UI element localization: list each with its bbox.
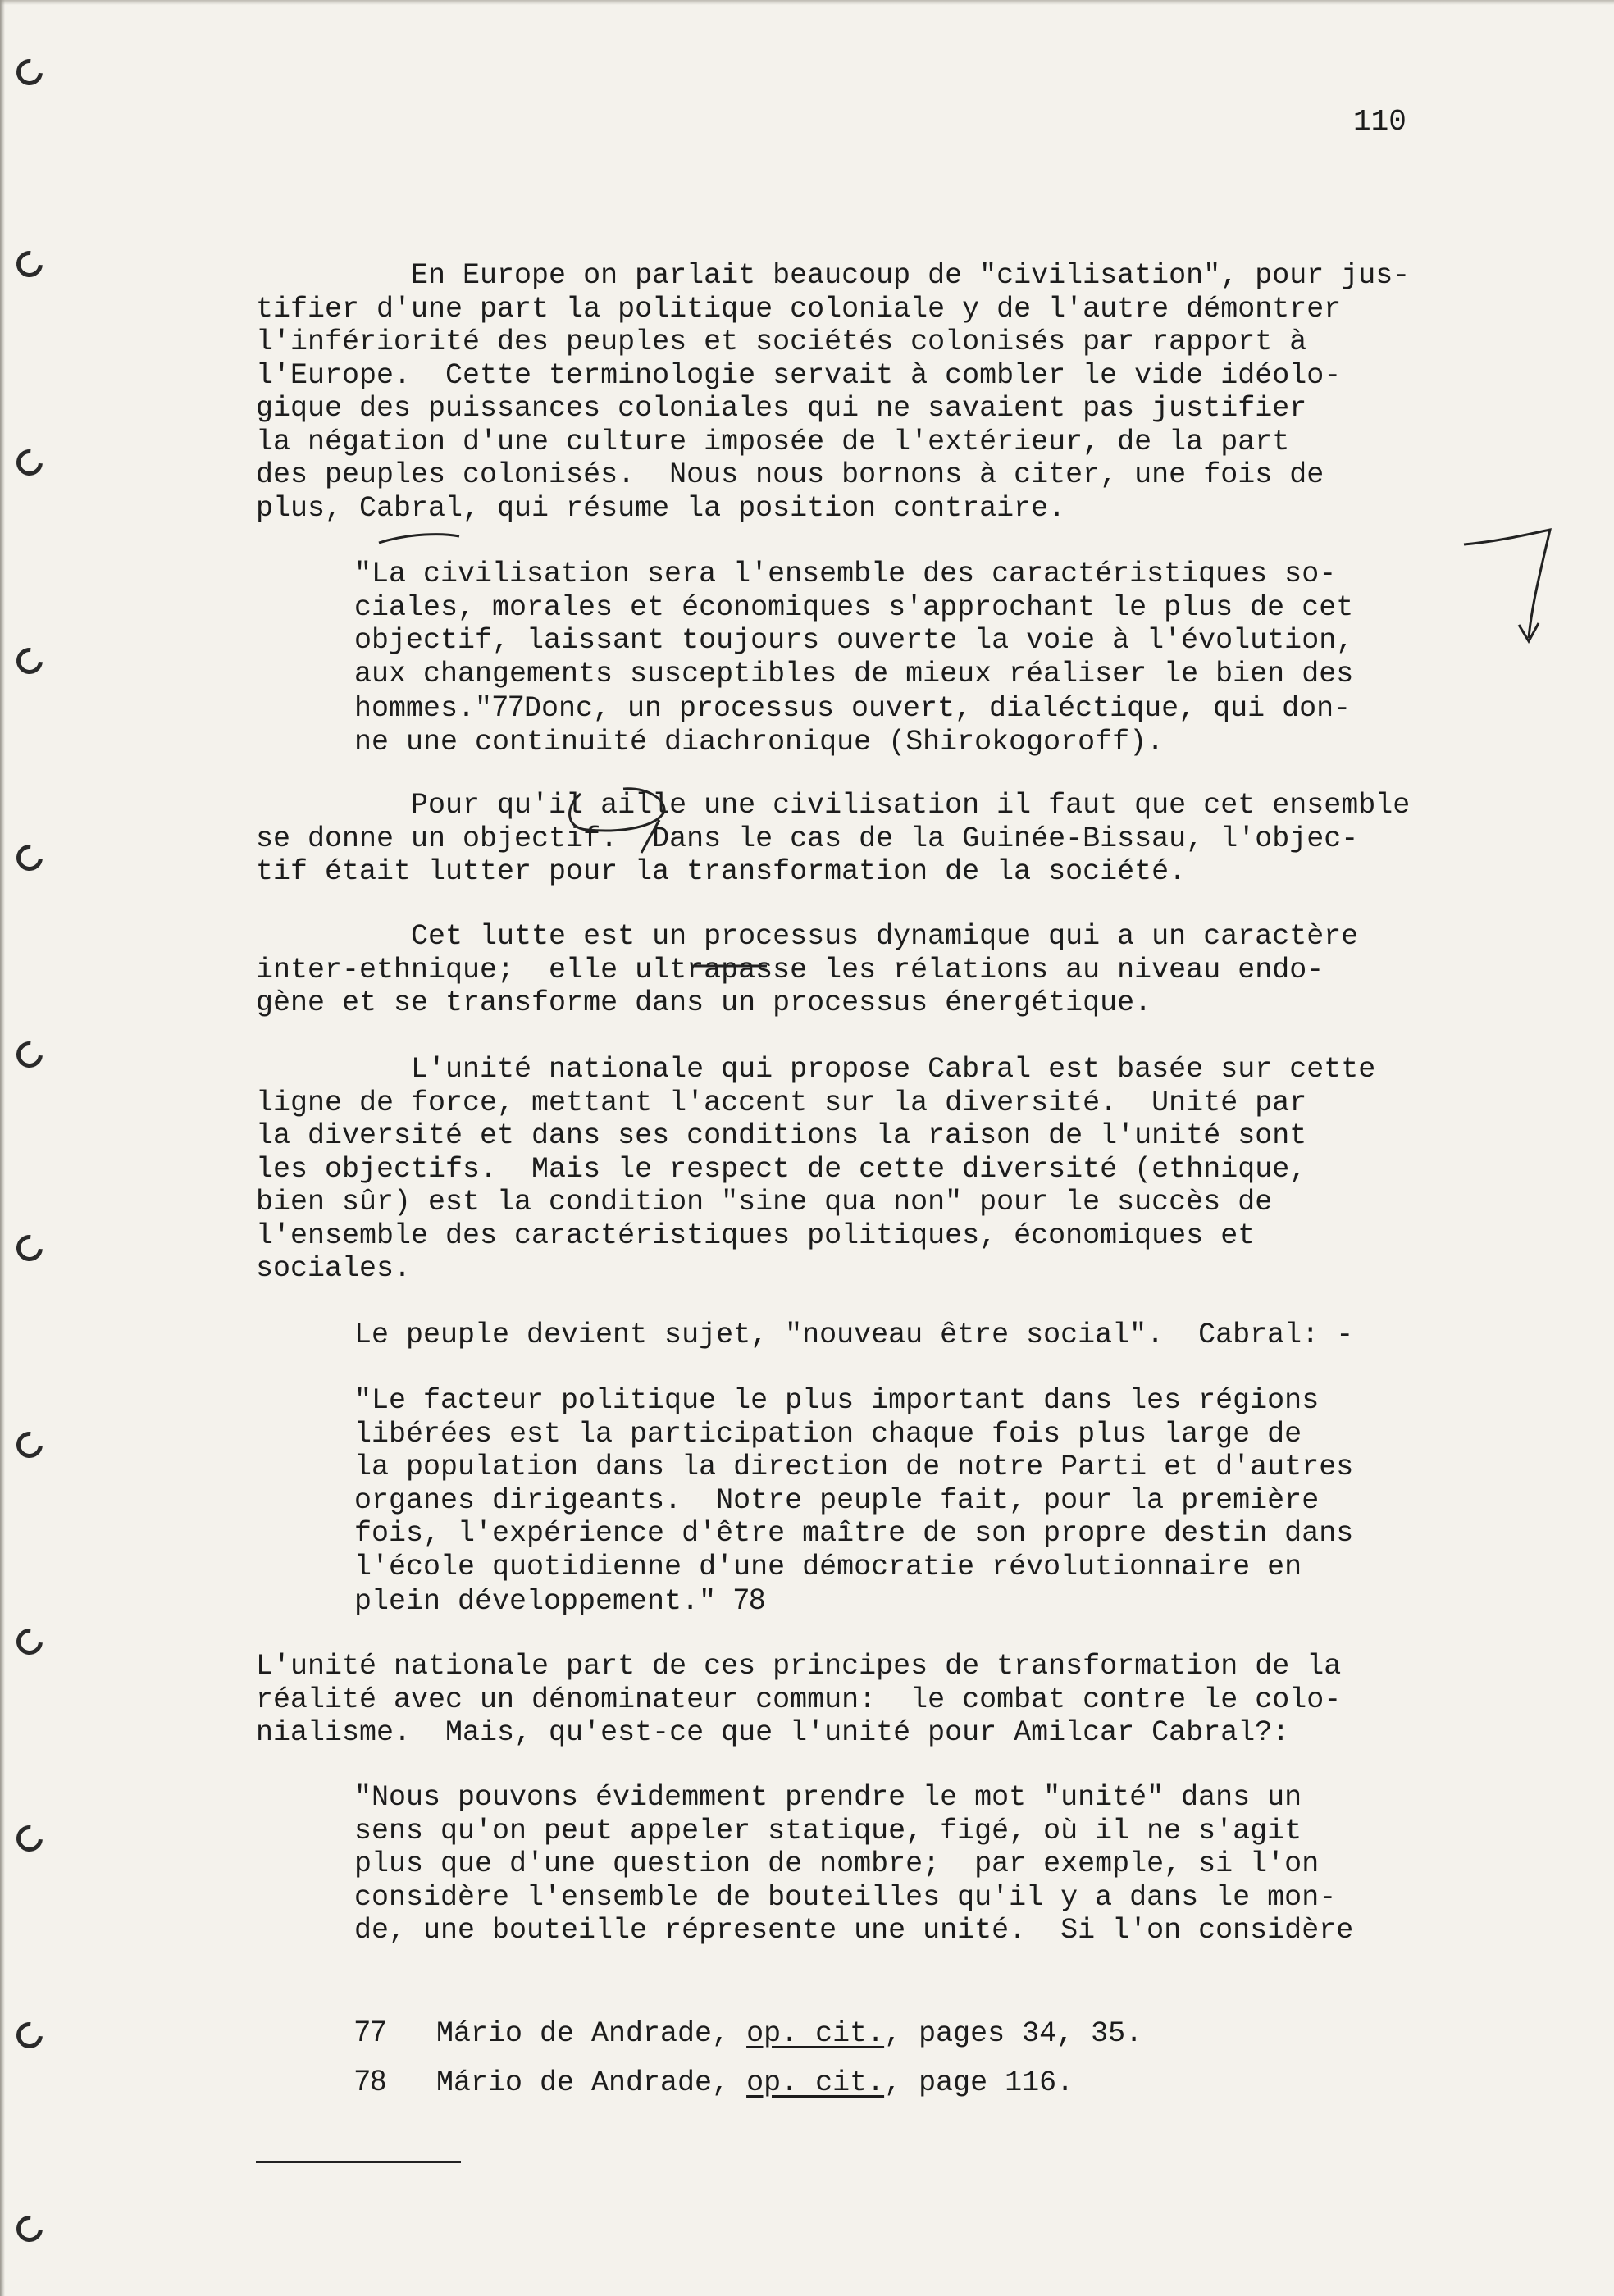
paragraph-civilisation-intro: En Europe on parlait beaucoup de "civilisation", pour jus- tifier d'une part la politique coloniale y de l'autre démontrer l'infériorité des peuples et sociétés colonisés par rapport à l'Europe. Cette terminologie servait à combler le vide idéolo- gique des puissances coloniales qui ne savaient pas justifier la négation d'une culture imposée de l'extérieur, de la part des peuples colonisés. Nous nous bornons à citer, une fois de plus, Cabral, qui résume la position contraire. (256, 259, 1411, 525)
page-number: 110 (1353, 105, 1407, 139)
footnote-number: 78 (354, 2065, 386, 2097)
quote-cabral-unite: "Nous pouvons évidemment prendre le mot "unité" dans un sens qu'on peut appeler statique, figé, où il ne s'agit plus que d'une question de nombre; par exemple, si l'on considère l'ensemble de bouteilles qu'il y a dans le mon- de, une bouteille répresente une unité. Si l'on considère (354, 1781, 1354, 1947)
footnote-cite: op. cit. (746, 2017, 885, 2050)
footnote-ref-78: 78 (733, 1583, 766, 1615)
footnote-author: Mário de Andrade, (436, 2066, 747, 2099)
footnote-author: Mário de Andrade, (436, 2017, 747, 2050)
underline-cabral-mark (379, 535, 459, 543)
quote-text: "Le facteur politique le plus important dans les régions libérées est la participation chaque fois plus large de la population dans la direction de notre Parti et d'autres organes dirigeants. Notre peuple fait, pour la première fois, l'expérience d'être maître de son propre destin dans l'école quotidienne d'une démocratie révolutionnaire en plein développement." (354, 1384, 1354, 1618)
circle-aille-mark (570, 789, 665, 831)
footnote-number: 77 (354, 2016, 386, 2048)
paragraph-unite-nationale: L'unité nationale qui propose Cabral est basée sur cette ligne de force, mettant l'accent sur la diversité. Unité par la diversité et dans ses conditions la raison de l'unité sont les objectifs. Mais le respect de cette diversité (ethnique, bien sûr) est la condition "sine qua non" pour le succès de l'ensemble des caractéristiques politiques, économiques et sociales. (256, 1053, 1376, 1285)
quote-text: "La civilisation sera l'ensemble des caractéristiques so- ciales, morales et économiques s'approchant le plus de cet objectif, laissant toujours ouverte la voie à l'évolution, aux changements susceptibles de mieux réaliser le bien des hommes." (354, 558, 1354, 725)
margin-arrow-icon (1464, 530, 1550, 638)
paragraph-lutte: Cet lutte est un processus dynamique qui a un caractère inter-ethnique; elle ultrapasse les rélations au niveau endo- gène et se transforme dans un processus énergétique. (256, 920, 1359, 1019)
footnote-ref-77: 77 (492, 690, 524, 722)
footnote-pages: , pages 34, 35. (884, 2017, 1143, 2050)
paragraph-unite-principes: L'unité nationale part de ces principes de transformation de la réalité avec un dénominateur commun: le combat contre le colo- nialisme. Mais, qu'est-ce que l'unité pour Amilcar Cabral?: (256, 1650, 1342, 1749)
quote-continuation: Donc, un processus ouvert, dialéctique, qui don- ne une continuité diachronique (Shirokogoroff). (354, 692, 1352, 758)
footnote-pages: , page 116. (884, 2066, 1074, 2099)
paragraph-objectif: Pour qu'il aille une civilisation il faut que cet ensemble se donne un objectif. Dans le cas de la Guinée-Bissau, l'objec- tif était lutter pour la transformation de la société. (256, 789, 1411, 888)
footnote-cite: op. cit. (746, 2066, 885, 2099)
paragraph-peuple-sujet: Le peuple devient sujet, "nouveau être social". Cabral: - (354, 1319, 1354, 1351)
